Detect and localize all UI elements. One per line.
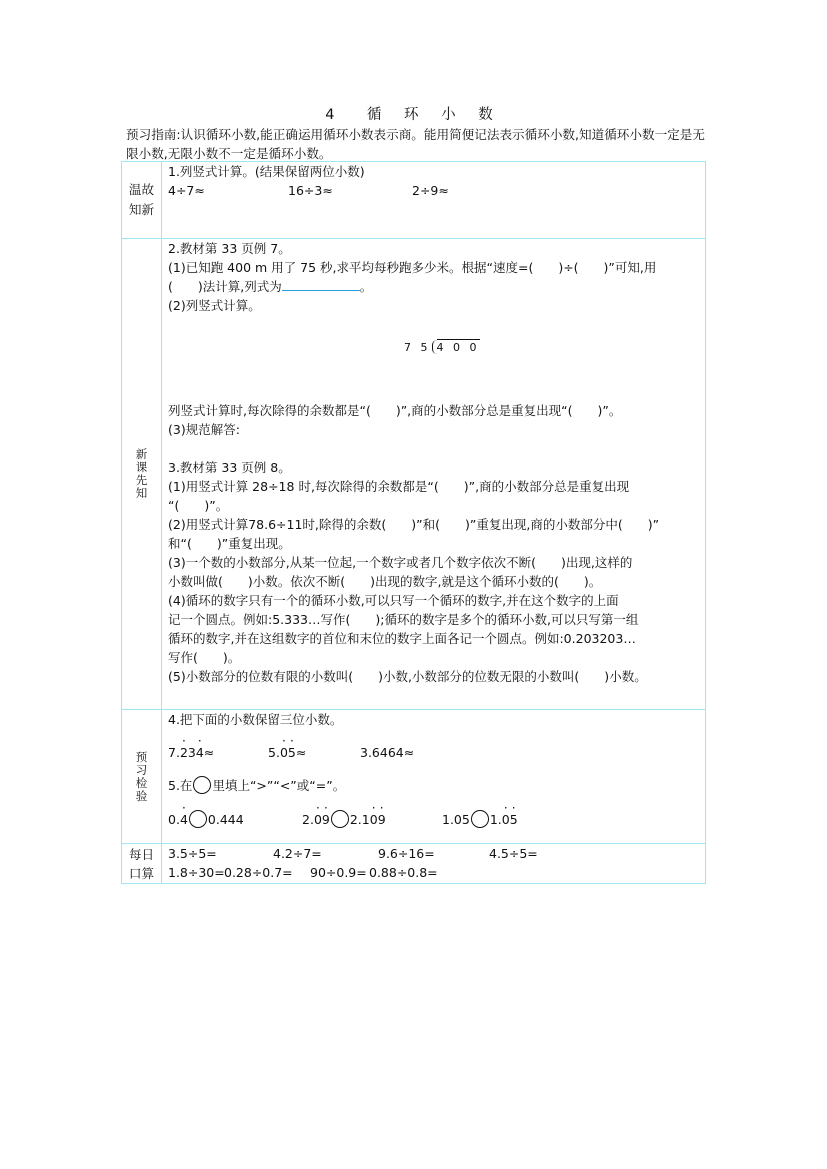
question-4-items <box>168 743 705 762</box>
mental-math-row-2 <box>168 863 705 882</box>
mental-math-row-1 <box>168 844 705 863</box>
page-title: 4 循 环 小 数 <box>325 107 502 123</box>
question-3-4d: 写作( )。 <box>168 650 241 665</box>
question-2-1c-text: 。 <box>359 279 373 294</box>
section-label-new: 新课先知 <box>122 239 162 710</box>
question-3-4b: 记一个圆点。例如:5.333…写作( );循环的数字是多个的循环小数,可以只写第一组 <box>168 612 639 627</box>
question-2-3: (3)规范解答: <box>168 422 240 437</box>
question-3-3a: (3)一个数的小数部分,从某一位起,一个数字或者几个数字依次不断( )出现,这样的 <box>168 555 633 570</box>
section-label-review: 温故知新 <box>122 162 162 239</box>
round-item-a[interactable]: 7.· 23· 4≈ <box>168 743 268 762</box>
section-label-daily: 每日口算 <box>122 844 162 884</box>
mental-math-item[interactable]: 90÷0.9= <box>310 865 367 880</box>
long-division <box>168 315 705 401</box>
question-2-2: (2)列竖式计算。 <box>168 298 261 313</box>
question-3-2a: (2)用竖式计算78.6÷11时,除得的余数( )”和( )”重复出现,商的小数部分中( )” <box>168 517 660 532</box>
division-bracket <box>432 340 437 354</box>
section-content-preview <box>162 710 706 844</box>
compare-circle[interactable] <box>331 810 349 828</box>
divisor: 7 5 <box>404 341 431 354</box>
calc-item[interactable]: 4÷7≈ <box>168 183 205 198</box>
question-3-1b: “( )”。 <box>168 498 229 513</box>
compare-item-a: 0.· 4 0.444 <box>168 810 302 829</box>
mental-math-item[interactable]: 0.28÷0.7= <box>224 865 293 880</box>
question-3-3b: 小数叫做( )小数。依次不断( )出现的数字,就是这个循环小数的( )。 <box>168 574 602 589</box>
question-2: 2.教材第 33 页例 7。 <box>168 241 291 256</box>
section-label-preview: 预习检验 <box>122 710 162 844</box>
mental-math-item[interactable]: 4.2÷7= <box>273 846 322 861</box>
section-content-new <box>162 239 706 710</box>
question-3-2b: 和“( )”重复出现。 <box>168 536 291 551</box>
question-3: 3.教材第 33 页例 8。 <box>168 460 291 475</box>
question-3-5: (5)小数部分的位数有限的小数叫( )小数,小数部分的位数无限的小数叫( )小数。 <box>168 669 647 684</box>
compare-circle[interactable] <box>189 810 207 828</box>
mental-math-item[interactable]: 1.8÷30= <box>168 865 225 880</box>
question-2-1a: (1)已知跑 400 m 用了 75 秒,求平均每秒跑多少米。根据“速度=( )÷( )”可知,用 <box>168 260 657 275</box>
question-3-4a: (4)循环的数字只有一个的循环小数,可以只写一个循环的数字,并在这个数字的上面 <box>168 593 619 608</box>
section-preview <box>122 710 706 844</box>
answer-blank[interactable] <box>282 278 360 291</box>
calc-item[interactable]: 16÷3≈ <box>288 183 333 198</box>
mental-math-item[interactable]: 0.88÷0.8= <box>369 865 438 880</box>
section-daily <box>122 844 706 884</box>
question-5-items <box>168 810 705 829</box>
circle-icon <box>193 776 211 794</box>
question-3-1a: (1)用竖式计算 28÷18 时,每次除得的余数都是“( )”,商的小数部分总是重复出现 <box>168 479 630 494</box>
worksheet-table <box>121 161 706 884</box>
section-review <box>122 162 706 239</box>
question-5: 5.在 里填上“>”“<”或“=”。 <box>168 778 346 793</box>
answer-space[interactable] <box>168 439 705 458</box>
section-new <box>122 239 706 710</box>
compare-item-b: 2.· 0· 9 2.1· 0· 9 <box>302 810 442 829</box>
question-2-note: 列竖式计算时,每次除得的余数都是“( )”,商的小数部分总是重复出现“( )”。 <box>168 403 622 418</box>
mental-math-item[interactable]: 3.5÷5= <box>168 846 217 861</box>
question-1: 1.列竖式计算。(结果保留两位小数) <box>168 164 365 179</box>
mental-math-item[interactable]: 4.5÷5= <box>489 846 538 861</box>
compare-item-c: 1.05 1.· 0· 5 <box>442 810 518 829</box>
preview-guide: 预习指南:认识循环小数,能正确运用循环小数表示商。能用简便记法表示循环小数,知道循环小数一定是无限小数,无限小数不一定是循环小数。 <box>126 127 705 161</box>
question-2-1b-text: ( )法计算,列式为 <box>168 279 282 294</box>
round-item-c[interactable]: 3.6464≈ <box>360 745 415 760</box>
section-content-daily <box>162 844 706 884</box>
compare-circle[interactable] <box>471 810 489 828</box>
section-content-review <box>162 162 706 239</box>
calc-item[interactable]: 2÷9≈ <box>412 183 449 198</box>
mental-math-item[interactable]: 9.6÷16= <box>378 846 435 861</box>
question-2-1b <box>168 277 705 296</box>
question-1-items <box>168 181 705 200</box>
question-3-4c: 循环的数字,并在这组数字的首位和末位的数字上面各记一个圆点。例如:0.203203… <box>168 631 636 646</box>
question-4: 4.把下面的小数保留三位小数。 <box>168 712 343 727</box>
dividend: 4 0 0 <box>436 341 480 354</box>
round-item-b[interactable]: 5.· 0· 5≈ <box>268 743 360 762</box>
